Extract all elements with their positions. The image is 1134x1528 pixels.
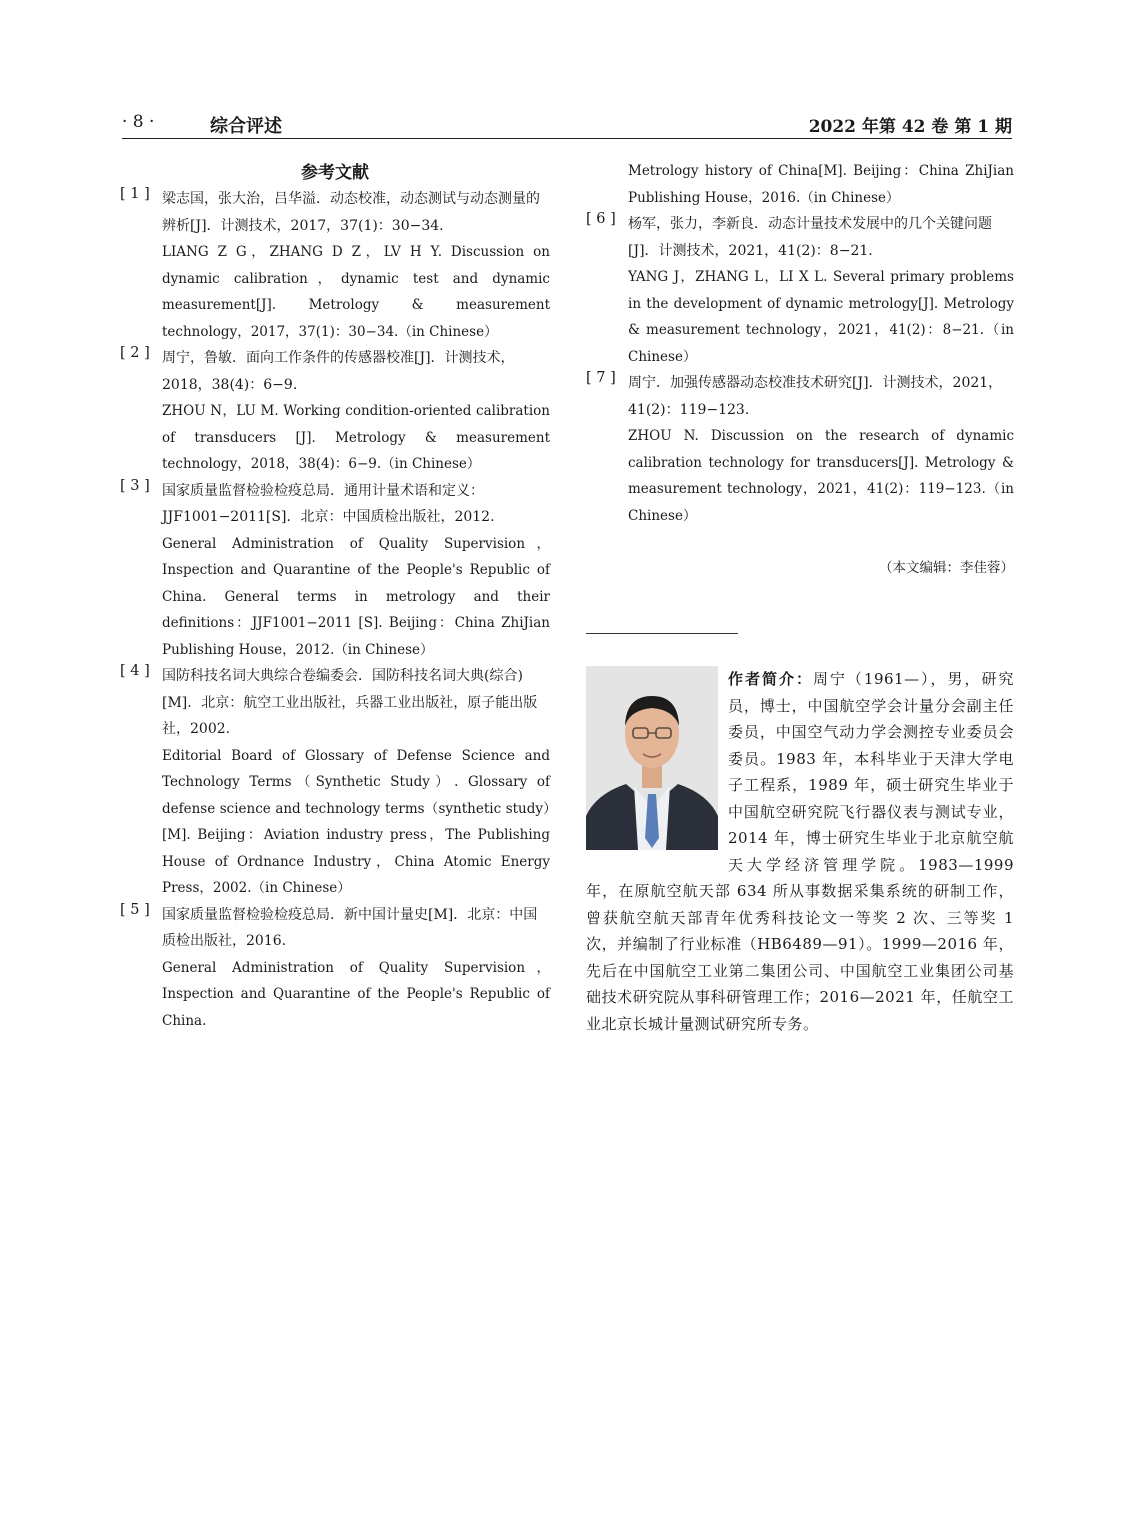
- reference-number: [ 4 ]: [120, 663, 150, 679]
- section-title: 综合评述: [210, 116, 282, 137]
- reference-en: General Administration of Quality Supervision，Inspection and Quarantine of the People's Republic of China.: [162, 959, 550, 1029]
- reference-item: [120, 902, 550, 1035]
- reference-number: [ 5 ]: [120, 901, 150, 918]
- reference-en: ZHOU N，LU M. Working condition-oriented calibration of transducers [J]. Metrology & measurement technology，2018，38(4)：6−9.（in Chinese）: [162, 403, 550, 472]
- issue-info: 2022 年第 42 卷 第 1 期: [808, 117, 1012, 137]
- left-column: [120, 158, 550, 1034]
- reference-en: Metrology history of China[M]. Beijing：China ZhiJian Publishing House，2016.（in Chinese）: [628, 163, 1014, 206]
- reference-number: [ 6 ]: [586, 211, 616, 227]
- reference-continuation: [586, 158, 1014, 211]
- reference-number: [ 2 ]: [120, 345, 150, 361]
- portrait-image: [586, 666, 718, 850]
- reference-en: LIANG Z G，ZHANG D Z，LV H Y. Discussion on dynamic calibration，dynamic test and dynamic measurement[J]. Metrology & measurement technology，2017，37(1)：30−34.（in Chinese）: [162, 244, 550, 340]
- reference-item: [120, 663, 550, 902]
- reference-cn: 国家质量监督检验检疫总局．新中国计量史[M]．北京：中国质检出版社，2016.: [162, 906, 538, 949]
- footnote-rule: [586, 633, 738, 634]
- running-header: [122, 112, 1012, 139]
- reference-item: [120, 478, 550, 664]
- reference-en: General Administration of Quality Supervision，Inspection and Quarantine of the People's Republic of China. General terms in metrology and their definitions：JJF1001−2011 [S]. Beijing：China ZhiJian Publishing House，2012.（in Chinese）: [162, 535, 550, 658]
- author-photo: [586, 666, 718, 850]
- bio-body: 周宁（1961—），男，研究员，博士，中国航空学会计量分会副主任委员，中国空气动力学会测控专业委员会委员。1983 年，本科毕业于天津大学电子工程系，1989 年，硕士研究生毕业于中国航空研究院飞行器仪表与测试专业，2014 年，博士研究生毕业于北京航空航天大学经济管理学院。1983—1999 年，在原航空航天部 634 所从事数据采集系统的研制工作，曾获航空航天部青年优秀科技论文一等奖 2 次、三等奖 1 次，并编制了行业标准（HB6489—91）。1999—2016 年，先后在中国航空工业第二集团公司、中国航空工业集团公司基础技术研究院从事科研管理工作；2016—2021 年，任航空工业北京长城计量测试研究所专务。: [586, 670, 1014, 1033]
- reference-number: [ 3 ]: [120, 477, 150, 494]
- reference-cn: 周宁．加强传感器动态校准技术研究[J]．计测技术，2021，41(2)：119−123.: [628, 375, 1003, 418]
- reference-cn: 国防科技名词大典综合卷编委会．国防科技名词大典(综合)[M]．北京：航空工业出版社，兵器工业出版社，原子能出版社，2002.: [162, 668, 538, 737]
- right-column: [586, 158, 1014, 1037]
- reference-cn: 杨军，张力，李新良．动态计量技术发展中的几个关键问题[J]．计测技术，2021，41(2)：8−21.: [628, 216, 992, 259]
- reference-number: [ 7 ]: [586, 370, 616, 386]
- page-number: · 8 ·: [122, 112, 155, 132]
- editor-note: （本文编辑：李佳蓉）: [879, 560, 1014, 576]
- reference-cn: 国家质量监督检验检疫总局．通用计量术语和定义：JJF1001−2011[S]．北京：中国质检出版社，2012.: [162, 482, 495, 525]
- reference-cn: 周宁，鲁敏．面向工作条件的传感器校准[J]．计测技术，2018，38(4)：6−9.: [162, 350, 515, 393]
- reference-item: [120, 186, 550, 345]
- bio-label: 作者简介：: [728, 670, 813, 688]
- references-heading: 参考文献: [301, 163, 369, 183]
- reference-en: Editorial Board of Glossary of Defense Science and Technology Terms（Synthetic Study）. Glossary of defense science and technology terms（synthetic study）[M]. Beijing：Aviation industry press，The Publishing House of Ordnance Industry，China Atomic Energy Press，2002.（in Chinese）: [162, 747, 550, 896]
- reference-item: [120, 345, 550, 478]
- reference-item: [586, 211, 1014, 370]
- reference-number: [ 1 ]: [120, 186, 150, 202]
- reference-item: [586, 370, 1014, 529]
- author-bio: [586, 666, 1014, 1037]
- reference-cn: 梁志国，张大治，吕华溢．动态校准，动态测试与动态测量的辨析[J]．计测技术，2017，37(1)：30−34.: [162, 191, 540, 234]
- reference-en: ZHOU N. Discussion on the research of dynamic calibration technology for transducers[J]. Metrology & measurement technology，2021，41(2)：119−123.（in Chinese）: [628, 428, 1014, 524]
- reference-en: YANG J，ZHANG L，LI X L. Several primary problems in the development of dynamic metrology[J]. Metrology & measurement technology，2021，41(2)：8−21.（in Chinese）: [628, 269, 1014, 365]
